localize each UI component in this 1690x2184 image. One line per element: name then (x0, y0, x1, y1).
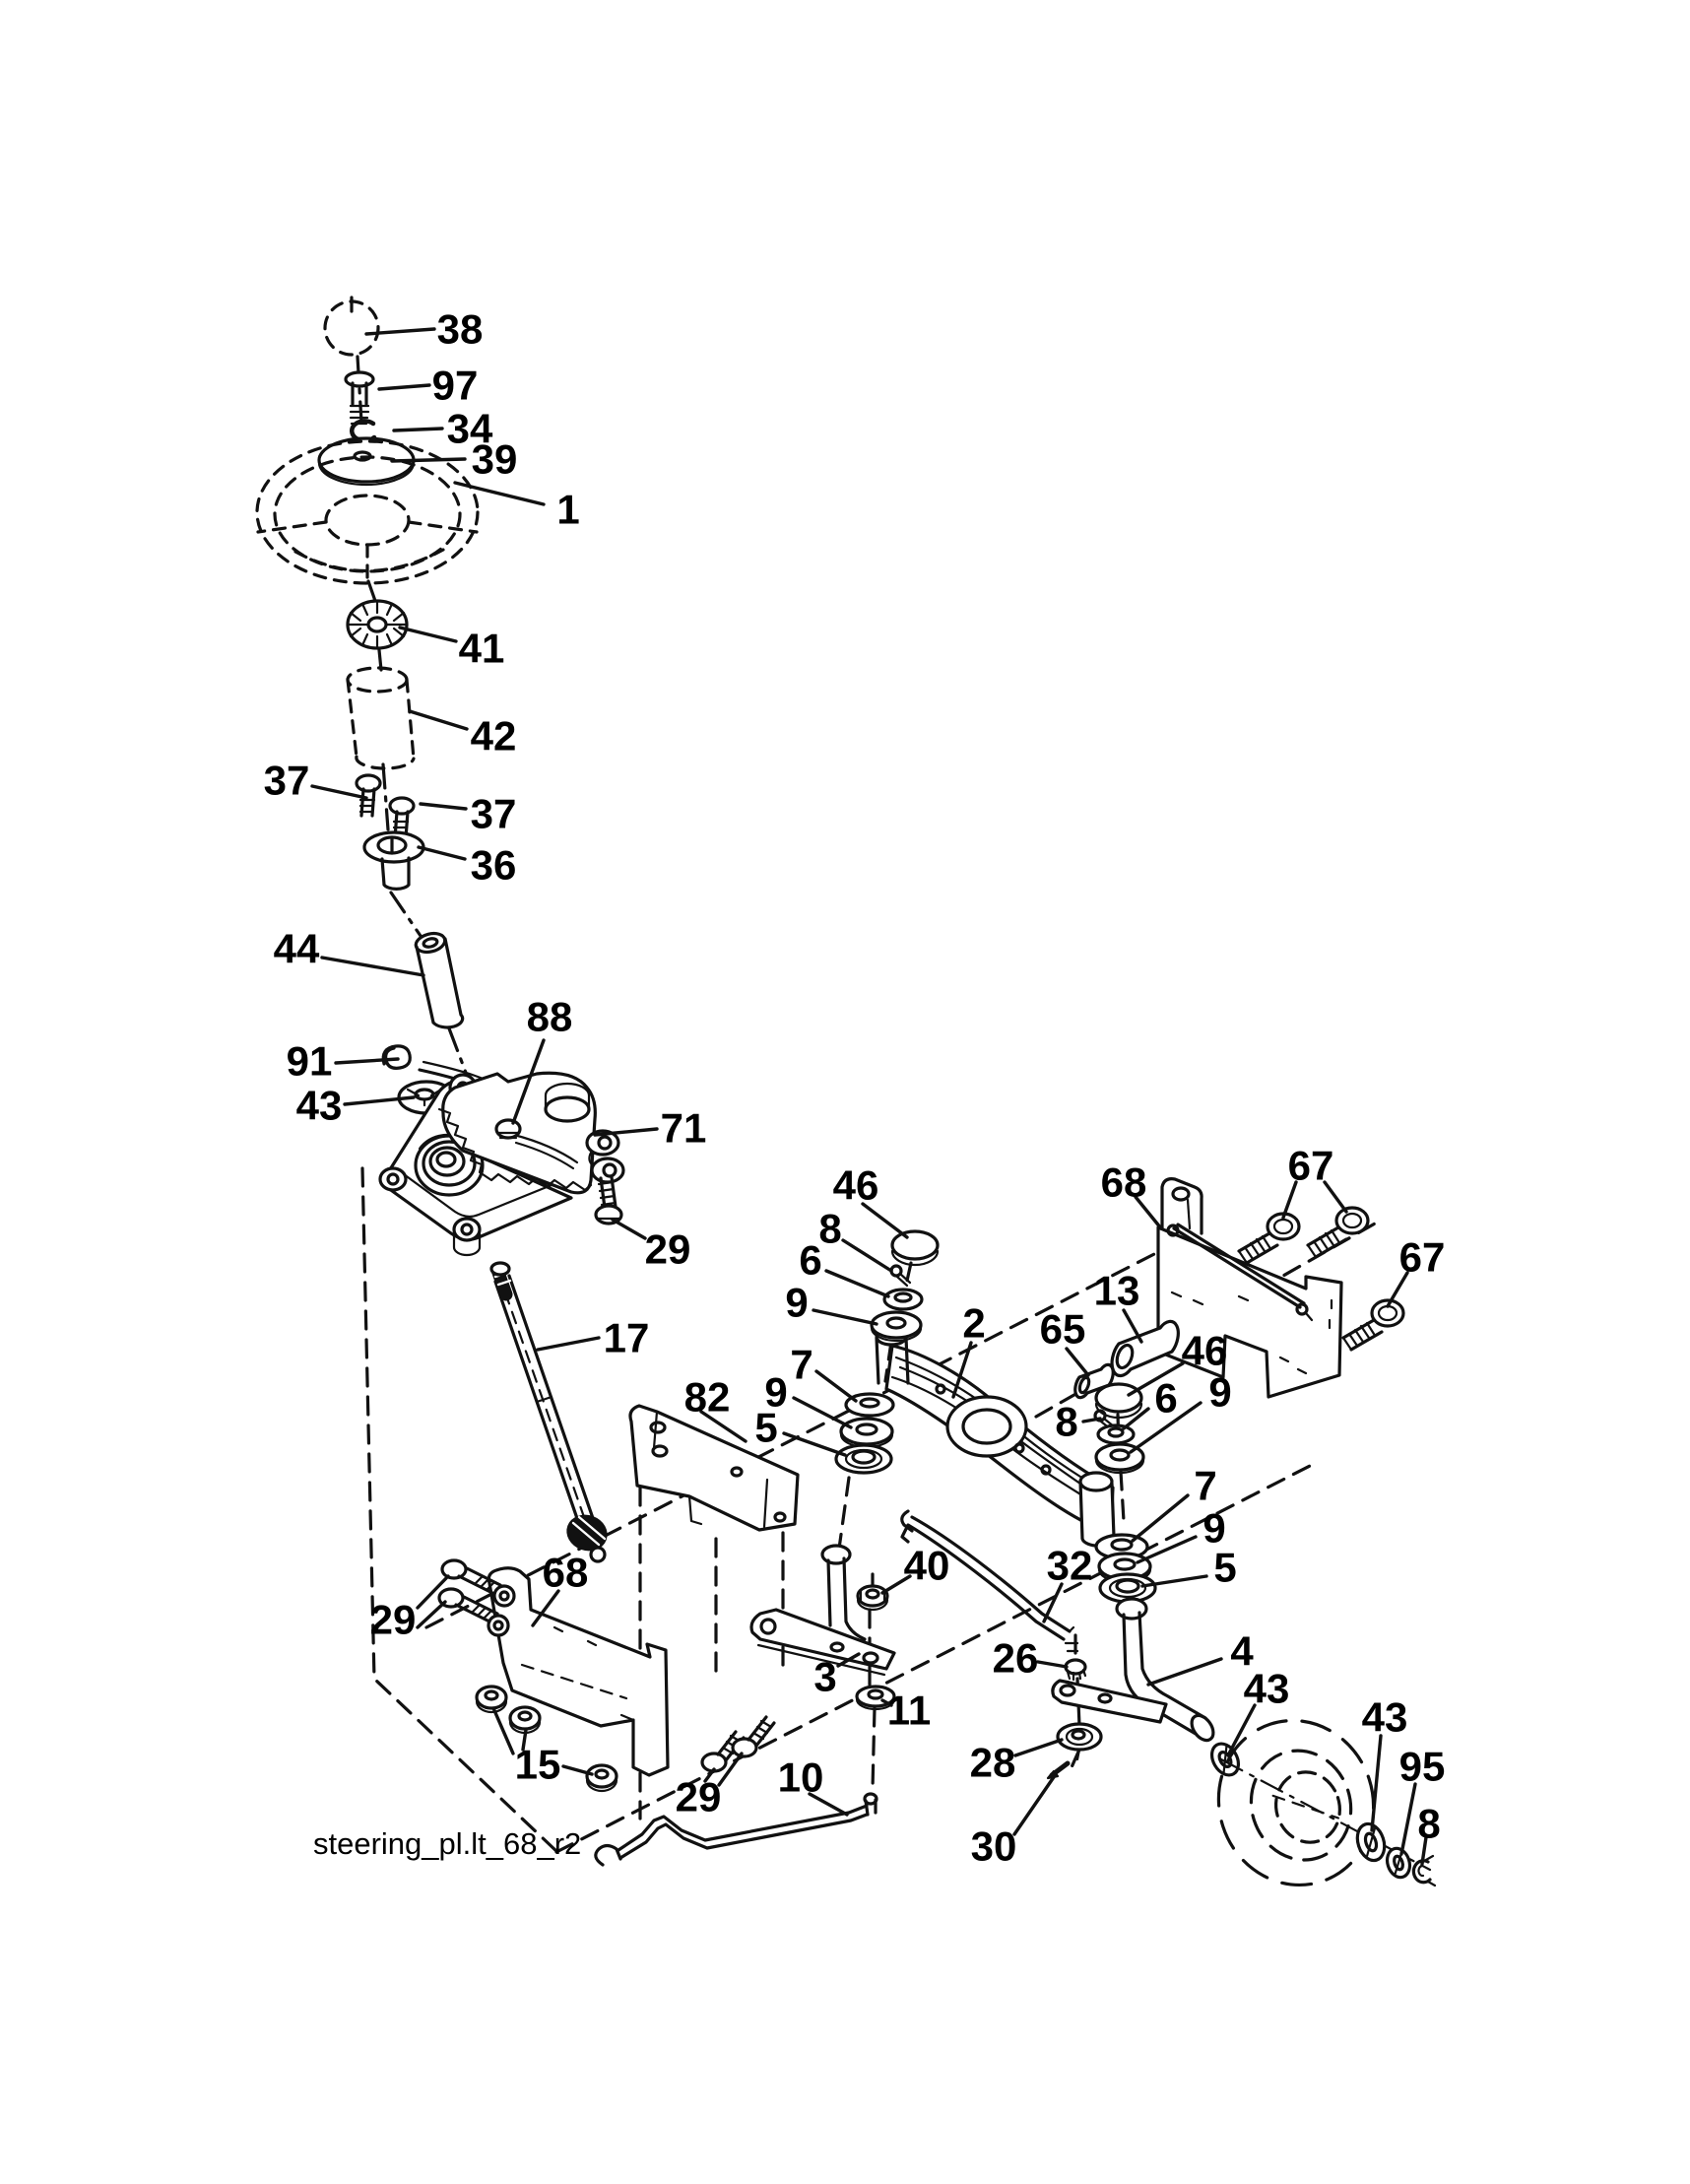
callout-leader-6 (826, 1271, 888, 1296)
bolt-67-a (1239, 1214, 1299, 1263)
callout-leader-42 (410, 711, 467, 729)
part-callout-91: 91 (286, 1037, 333, 1085)
callout-leader-17 (538, 1338, 599, 1350)
part-callout-7: 7 (1194, 1462, 1217, 1509)
callout-leader-32 (1044, 1584, 1062, 1621)
washer-95 (1384, 1845, 1413, 1880)
nut-15-c (587, 1765, 617, 1791)
part-callout-38: 38 (436, 305, 484, 353)
part-callout-11: 11 (886, 1687, 932, 1734)
part-callout-13: 13 (1093, 1267, 1140, 1314)
callout-leader-29 (613, 1220, 645, 1238)
part-callout-68: 68 (542, 1549, 589, 1596)
part-callout-71: 71 (660, 1104, 707, 1152)
bushing-36 (364, 832, 423, 889)
callout-leader-46 (863, 1204, 907, 1237)
callout-leader-28 (1015, 1740, 1062, 1755)
bolt-29-gear (596, 1177, 621, 1224)
bolt-67-c (1343, 1300, 1403, 1350)
callout-leader-34 (394, 429, 442, 430)
pin-30 (1048, 1763, 1068, 1778)
part-callout-65: 65 (1039, 1305, 1086, 1353)
callout-leader-39 (392, 459, 465, 461)
part-callout-29: 29 (644, 1225, 691, 1273)
part-callout-46: 46 (1181, 1327, 1228, 1374)
washer-stack-left-top (872, 1231, 938, 1341)
washer-stack-left-bottom (836, 1394, 893, 1473)
part-callout-39: 39 (471, 435, 518, 483)
part-callout-67: 67 (1287, 1142, 1334, 1189)
part-callout-9: 9 (764, 1368, 788, 1416)
part-callout-8: 8 (1417, 1800, 1441, 1847)
part-callout-68: 68 (1100, 1158, 1147, 1206)
part-callout-29: 29 (675, 1773, 722, 1820)
tie-rod-10 (596, 1794, 877, 1865)
part-callout-6: 6 (1154, 1374, 1178, 1422)
part-callout-5: 5 (1213, 1544, 1237, 1591)
part-callout-28: 28 (969, 1739, 1016, 1786)
part-callout-10: 10 (777, 1754, 824, 1801)
callout-leader-9 (813, 1310, 877, 1324)
bolt-29-c2 (733, 1717, 774, 1756)
nut-15-a (477, 1687, 506, 1712)
part-callout-67: 67 (1398, 1233, 1446, 1281)
washer-stack-right-bottom (1096, 1535, 1155, 1602)
part-callout-9: 9 (1208, 1368, 1232, 1416)
part-callout-8: 8 (818, 1205, 842, 1252)
part-callout-88: 88 (526, 993, 573, 1040)
bolt-88 (496, 1120, 520, 1138)
part-callout-43: 43 (1243, 1665, 1290, 1712)
splined-hub-41 (348, 601, 407, 648)
callout-leader-44 (322, 958, 423, 975)
part-callout-15: 15 (514, 1741, 561, 1788)
steering-shaft-17 (491, 1263, 613, 1561)
part-callout-32: 32 (1046, 1542, 1093, 1589)
callout-leader-8 (843, 1240, 891, 1271)
part-callout-17: 17 (603, 1314, 650, 1361)
part-callout-37: 37 (263, 757, 310, 804)
part-callout-26: 26 (992, 1634, 1039, 1682)
callout-leader-95 (1401, 1784, 1415, 1854)
part-callout-9: 9 (1202, 1504, 1226, 1552)
bolt-67-b (1308, 1208, 1368, 1257)
shaft-tube-44 (414, 931, 462, 1027)
part-callout-6: 6 (799, 1236, 822, 1284)
part-callout-30: 30 (970, 1822, 1017, 1870)
part-callout-4: 4 (1230, 1627, 1254, 1675)
callout-leader-7 (816, 1371, 856, 1401)
part-callout-7: 7 (790, 1341, 813, 1388)
part-callout-97: 97 (431, 362, 479, 409)
callout-leader-4 (1148, 1659, 1221, 1685)
callout-leader-1 (455, 483, 544, 504)
push-nut-26 (1066, 1660, 1085, 1680)
washer-stack-right-top (1095, 1384, 1143, 1473)
part-callout-36: 36 (470, 841, 517, 889)
part-callout-82: 82 (683, 1373, 731, 1421)
callout-leader-26 (1038, 1662, 1067, 1667)
steering-boot-42 (348, 668, 414, 768)
part-callout-95: 95 (1398, 1743, 1446, 1790)
callout-leader-5 (784, 1433, 845, 1455)
part-callout-43: 43 (295, 1082, 343, 1129)
steering-gear-assembly (380, 1046, 623, 1255)
part-callout-40: 40 (903, 1542, 950, 1589)
part-callout-43: 43 (1361, 1693, 1408, 1741)
left-spindle-group (596, 1511, 1101, 1865)
callout-leader-65 (1067, 1349, 1088, 1375)
callout-leader-91 (336, 1059, 398, 1063)
part-callout-34: 34 (446, 405, 493, 452)
part-callout-9: 9 (785, 1279, 809, 1326)
bushing-13 (1112, 1321, 1178, 1375)
callout-leader-41 (400, 628, 456, 641)
bolt-97 (346, 372, 373, 424)
part-callout-41: 41 (458, 625, 505, 672)
part-callout-5: 5 (754, 1404, 778, 1451)
part-callout-1: 1 (556, 486, 580, 533)
part-callout-8: 8 (1055, 1398, 1078, 1445)
diagram-caption: steering_pl.lt_68_r2 (313, 1826, 582, 1861)
part-callout-37: 37 (470, 790, 517, 837)
nut-40 (858, 1586, 887, 1610)
callout-leader-36 (419, 847, 465, 859)
callout-leader-37 (421, 804, 466, 809)
part-callout-3: 3 (813, 1653, 837, 1700)
part-callout-2: 2 (962, 1299, 986, 1347)
washer-28 (1058, 1724, 1101, 1759)
callout-leader-43 (1372, 1736, 1381, 1830)
callout-leader-43 (1229, 1705, 1255, 1754)
callout-leader-97 (379, 385, 429, 389)
part-callout-29: 29 (369, 1596, 417, 1643)
part-callout-44: 44 (273, 925, 320, 972)
part-callout-42: 42 (470, 712, 517, 760)
part-callout-46: 46 (832, 1161, 879, 1209)
callout-leader-30 (1014, 1774, 1056, 1834)
